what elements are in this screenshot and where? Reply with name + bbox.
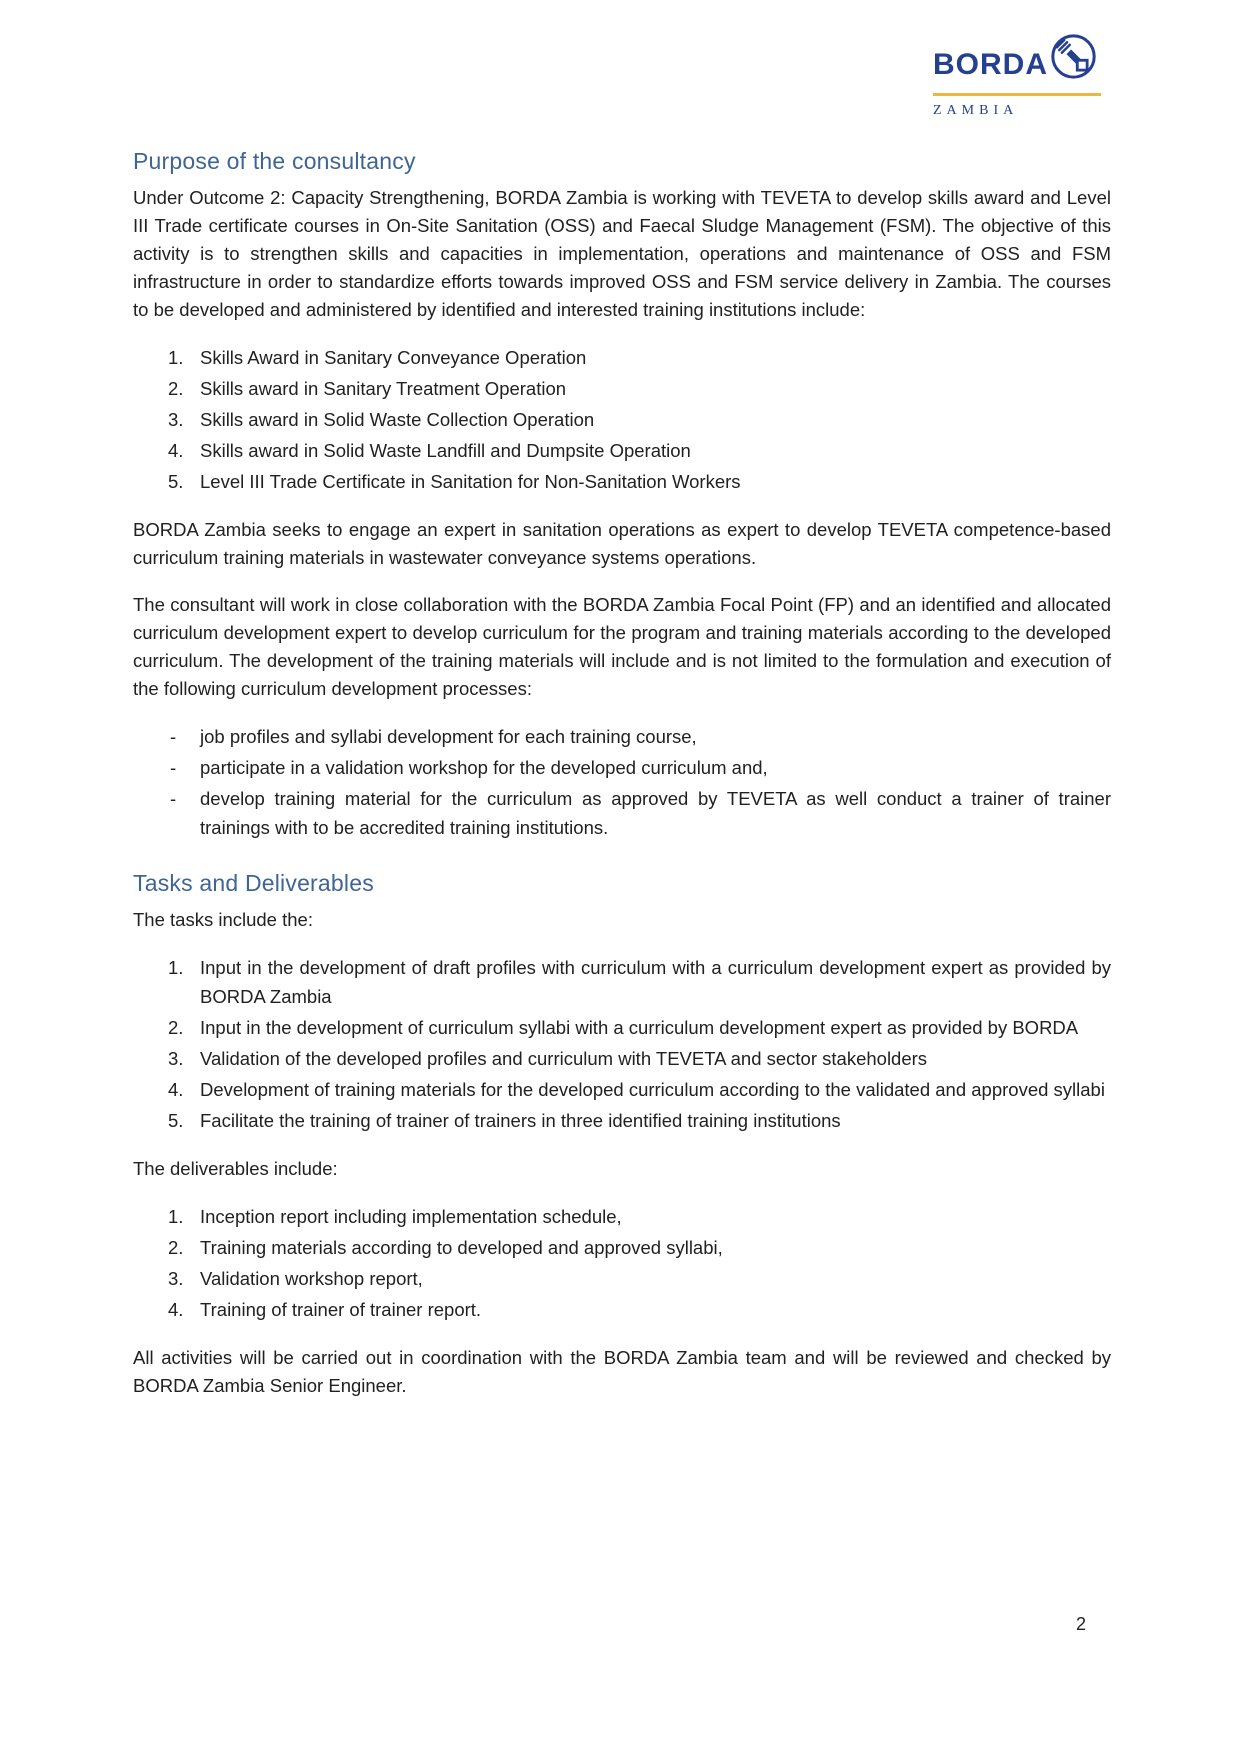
list-item-text: Training of trainer of trainer report. [200, 1299, 482, 1320]
paragraph-closing: All activities will be carried out in coordination with the BORDA Zambia team and will be reviewed and checked by BORDA Zambia Senior Engineer. [133, 1347, 1111, 1396]
paragraph-collaboration: The consultant will work in close collaboration with the BORDA Zambia Focal Point (FP) and an identified and allocated curriculum development expert to develop curriculum for the program and training materials according to the developed curriculum. The development of the training materials will include and is not limited to the formulation and execution of the following curriculum development processes: [133, 594, 1111, 699]
list-item [133, 436, 1111, 465]
tasks-list [133, 953, 1111, 1135]
list-marker: 2. [168, 1017, 184, 1038]
list-item [133, 1075, 1111, 1104]
list-marker: 3. [168, 1048, 184, 1069]
list-marker: 2. [168, 1237, 184, 1258]
paragraph-engage-expert: BORDA Zambia seeks to engage an expert in sanitation operations as expert to develop TEVETA competence-based curriculum training materials in wastewater conveyance systems operations. [133, 519, 1111, 568]
list-item [133, 374, 1111, 403]
list-marker: 4. [168, 440, 184, 461]
list-item-text: Skills award in Solid Waste Collection Operation [200, 409, 595, 430]
list-item-text: Validation of the developed profiles and curriculum with TEVETA and sector stakeholders [200, 1048, 928, 1069]
list-item-text: Input in the development of draft profiles with curriculum with a curriculum development expert as provided by BORDA Zambia [200, 957, 1111, 1007]
list-item-text: participate in a validation workshop for the developed curriculum and, [200, 757, 768, 778]
list-marker: 2. [168, 378, 184, 399]
list-item [133, 343, 1111, 372]
paragraph-deliverables-intro: The deliverables include: [133, 1158, 338, 1179]
list-item [133, 1264, 1111, 1293]
document-content [133, 0, 1111, 1419]
courses-list [133, 343, 1111, 496]
paragraph-tasks-intro: The tasks include the: [133, 909, 313, 930]
list-item [133, 1013, 1111, 1042]
processes-list [133, 722, 1111, 842]
borda-wordmark: BORDA [933, 48, 1048, 81]
list-item-text: develop training material for the curriculum as approved by TEVETA as well conduct a trainer of trainer trainings with to be accredited training institutions. [200, 788, 1111, 838]
heading-tasks-deliverables: Tasks and Deliverables [133, 870, 374, 896]
logo-region-label: ZAMBIA [933, 103, 1019, 118]
list-item-text: Skills Award in Sanitary Conveyance Operation [200, 347, 587, 368]
list-marker: 5. [168, 1110, 184, 1131]
paragraph-purpose-intro: Under Outcome 2: Capacity Strengthening, BORDA Zambia is working with TEVETA to develop skills award and Level III Trade certificate courses in On-Site Sanitation (OSS) and Faecal Sludge Management (FSM). The objective of this activity is to strengthen skills and capacities in implementation, operations and maintenance of OSS and FSM infrastructure in order to standardize efforts towards improved OSS and FSM service delivery in Zambia. The courses to be developed and administered by identified and interested training institutions include: [133, 187, 1111, 320]
list-marker: - [170, 726, 177, 747]
list-item [133, 467, 1111, 496]
list-marker: 4. [168, 1079, 184, 1100]
heading-purpose: Purpose of the consultancy [133, 148, 416, 174]
list-item [133, 953, 1111, 1011]
list-item-text: Skills award in Solid Waste Landfill and Dumpsite Operation [200, 440, 691, 461]
deliverables-list [133, 1202, 1111, 1324]
page-number: 2 [1076, 1614, 1087, 1634]
list-item [133, 1106, 1111, 1135]
list-item [133, 405, 1111, 434]
list-item-text: Inception report including implementation schedule, [200, 1206, 622, 1227]
list-item-text: Input in the development of curriculum syllabi with a curriculum development expert as provided by BORDA [200, 1017, 1079, 1038]
list-item-text: Development of training materials for the developed curriculum according to the validated and approved syllabi [200, 1079, 1105, 1100]
list-marker: 3. [168, 409, 184, 430]
list-item [133, 753, 1111, 782]
list-item [133, 784, 1111, 842]
list-item [133, 1233, 1111, 1262]
list-marker: - [170, 788, 177, 809]
list-item-text: Level III Trade Certificate in Sanitation for Non-Sanitation Workers [200, 471, 741, 492]
list-item [133, 1202, 1111, 1231]
list-item-text: Validation workshop report, [200, 1268, 423, 1289]
list-item [133, 1044, 1111, 1073]
list-marker: - [170, 757, 177, 778]
list-item-text: job profiles and syllabi development for each training course, [200, 726, 697, 747]
list-marker: 5. [168, 471, 184, 492]
list-item [133, 722, 1111, 751]
list-item-text: Training materials according to developed and approved syllabi, [200, 1237, 723, 1258]
list-marker: 3. [168, 1268, 184, 1289]
list-marker: 1. [168, 347, 184, 368]
list-item-text: Facilitate the training of trainer of trainers in three identified training institutions [200, 1110, 841, 1131]
list-marker: 1. [168, 957, 184, 978]
list-item-text: Skills award in Sanitary Treatment Operation [200, 378, 567, 399]
list-marker: 4. [168, 1299, 184, 1320]
list-marker: 1. [168, 1206, 184, 1227]
list-item [133, 1295, 1111, 1324]
